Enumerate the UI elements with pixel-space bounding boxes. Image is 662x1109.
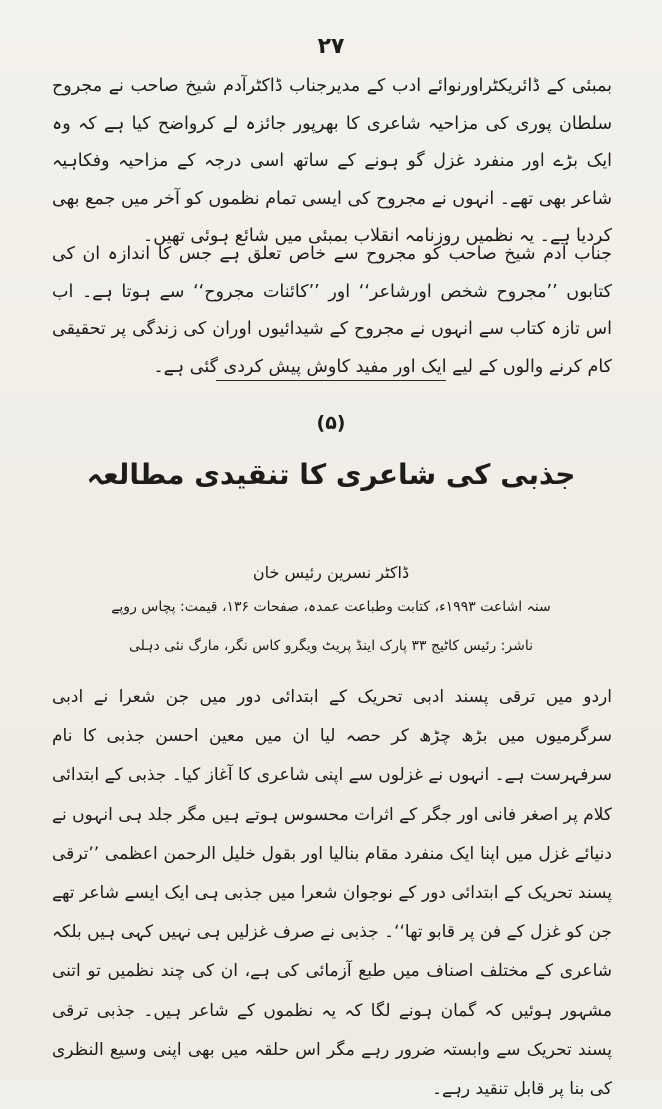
publisher-info: ناشر: رئیس کاٹیج ۳۳ پارک اینڈ پریٹ ویگرو کاس نگر، مارگ نئی دہلی (128, 638, 534, 654)
page-number: ۲۷ (317, 34, 345, 59)
paragraph-jazbi-intro: اردو میں ترقی پسند ادبی تحریک کے ابتدائی دور میں جن شعرا نے ادبی سرگرمیوں میں بڑھ چڑھ کر حصہ لیا ان میں معین احسن جذبی کا نام سرفہرست ہے۔ انہوں نے غزلوں سے اپنی شاعری کا آغاز کیا۔ جذبی کے ابتدائی کلام پر اصغر فانی اور جگر کے اثرات محسوس ہوتے ہیں مگر جلد ہی انہوں نے دنیائے غزل میں اپنا ایک منفرد مقام بنالیا اور بقول خلیل الرحمن اعظمی ’’ترقی پسند تحریک کے ابتدائی دور کے نوجوان شعرا میں جذبی ہی ایک ایسے شاعر تھے جن کو غزل کے فن پر قابو تھا‘‘۔ جذبی نے صرف غزلیں ہی نہیں کہی ہیں بلکہ شاعری کے مختلف اصناف میں طبع آزمائی کی ہے، ان کی چند نظمیں تو اتنی مشہور ہوئیں کہ گمان ہونے لگا کہ یہ نظموں کے شاعر ہیں۔ جذبی ترقی پسند تحریک سے وابستہ ضرور رہے مگر اس حلقہ میں بھی اپنی وسیع النظری کی بنا پر قابل تنقید رہے۔ (52, 687, 612, 1100)
author-name: ڈاکٹر نسرین رئیس خان (252, 563, 410, 582)
chapter-title: جذبی کی شاعری کا تنقیدی مطالعہ (86, 458, 576, 491)
paragraph-adam-sheikh: جناب آدم شیخ صاحب کو مجروح سے خاص تعلق ہے جس کا اندازہ ان کی کتابوں ’’مجروح شخص اورشاعر‘‘ اور ’’کائنات مجروح‘‘ سے ہوتا ہے۔ اب اس تازہ کتاب سے انہوں نے مجروح کے شیدائیوں اوران کی زندگی پر تحقیقی کام کرنے والوں کے لیے ایک اور مفید کاوش پیش کردی گئی ہے۔ (52, 244, 612, 377)
edition-info: سنہ اشاعت ۱۹۹۳ء، کتابت وطباعت عمدہ، صفحات ۱۳۶، قیمت: پچاس روپے (111, 599, 551, 615)
section-number: (۵) (316, 412, 346, 434)
section-divider (216, 380, 446, 381)
paragraph-review-conclusion: بمبئی کے ڈائریکٹراورنوائے ادب کے مدیرجناب ڈاکٹرآدم شیخ صاحب نے مجروح سلطان پوری کی مزاحیہ شاعری کا بھرپور جائزہ لے کرواضح کیا ہے کہ وہ ایک بڑے اور منفرد غزل گو ہونے کے ساتھ اسی درجہ کے مزاحیہ وفکاہیہ شاعر بھی تھے۔ انہوں نے مجروح کی ایسی تمام نظموں کو آخر میں جمع بھی کردیا ہے۔ یہ نظمیں روزنامہ انقلاب بمبئی میں شائع ہوئی تھیں۔ (52, 76, 612, 246)
